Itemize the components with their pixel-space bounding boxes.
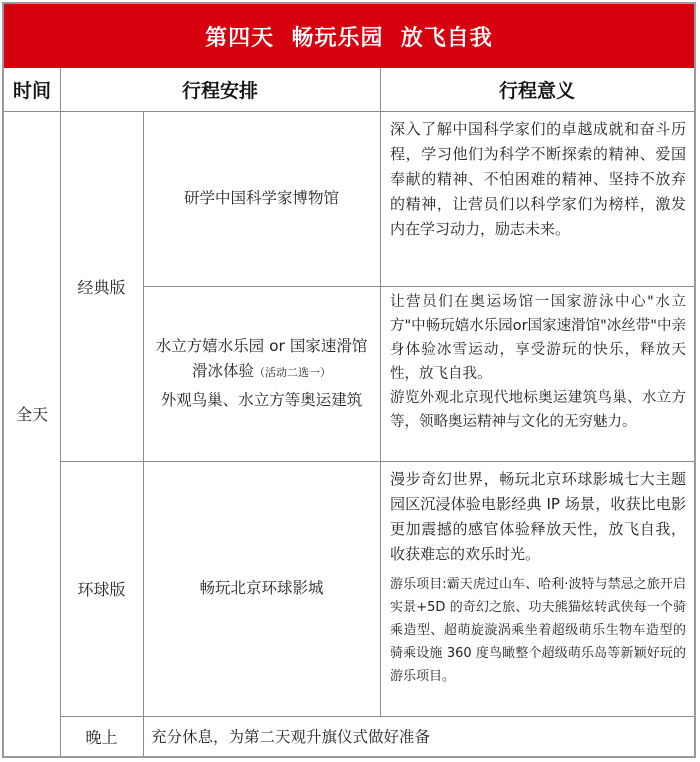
activity-line-text: 滑冰体验 [191,362,254,381]
header-schedule: 行程安排 [181,80,258,102]
meaning-science-museum [380,117,694,242]
activity-night-rest: 充分休息，为第二天观升旗仪式做好准备 [151,728,431,746]
activity-olympic-venues [143,286,380,461]
meaning-text: 漫步奇幻世界，畅玩北京环球影城七大主题园区沉浸体验电影经典 IP 场景，收获比电影更加震撼的感官体验释放天性，放飞自我，收获难忘的欢乐时光。 [390,470,686,563]
period-night: 晚上 [85,727,118,747]
activity-line [192,359,331,384]
activity-science-museum: 研学中国科学家博物馆 [183,189,339,208]
activity-line: 外观鸟巢、水立方等奥运建筑 [160,390,363,409]
itinerary-table [2,2,696,758]
meaning-text: 让营员们在奥运场馆一国家游泳中心"水立方"中畅玩嬉水乐园or国家速滑馆"冰丝带"中亲身体验冰雪运动，享受游玩的快乐，释放天性，放飞自我。 [390,294,686,382]
activity-universal-studios: 畅玩北京环球影城 [199,579,324,598]
header-meaning: 行程意义 [498,80,575,102]
period-all-day: 全天 [15,405,48,424]
version-classic: 经典版 [77,277,126,297]
meaning-olympic-venues [380,290,694,434]
header-time: 时间 [12,80,51,102]
day-title: 第四天 畅玩乐园 放飞自我 [205,25,493,51]
title-band [4,4,694,68]
version-global: 环球版 [77,580,126,599]
meaning-text: 深入了解中国科学家们的卓越成就和奋斗历程，学习他们为科学不断探索的精神、爱国奉献的精神、不怕困难的精神、坚持不放弃的精神，让营员们以科学家们为榜样，激发内在学习动力，励志未来。 [390,120,686,238]
meaning-universal-studios [380,467,694,688]
meaning-text: 游览外观北京现代地标奥运建筑鸟巢、水立方等，领略奥运精神与文化的无穷魅力。 [390,390,686,430]
activity-note: （活动二选一） [254,366,331,380]
attractions-list: 游乐项目:霸天虎过山车、哈利·波特与禁忌之旅开启实景+5D 的奇幻之旅、功夫熊猫炫转武侠每一个骑乘造型、超萌旋漩涡乘坐着超级萌乐生物车造型的骑乘设施 360 度鸟瞰整个超级萌乐岛等新颖好玩的游乐项目。 [390,577,686,684]
activity-line: 水立方嬉水乐园 or 国家速滑馆 [155,337,368,356]
